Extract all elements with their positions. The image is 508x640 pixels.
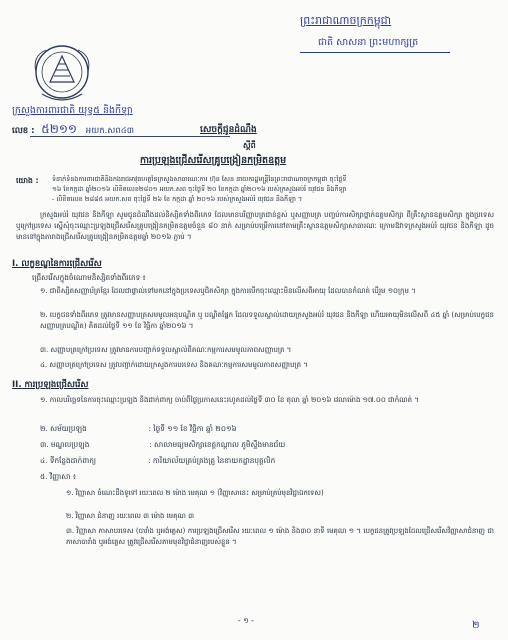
motto-line: ជាតិ សាសនា ព្រះមហាក្សត្រ: [318, 37, 419, 48]
exam-center-row: [40, 440, 285, 451]
item-text: សញ្ញាបត្រក្រៅប្រទេស ត្រូវមានការបញ្ជាក់ទទួលស្គាល់ពីគណៈកម្មការសមមូលភាពសញ្ញាបត្រ ។: [50, 346, 292, 354]
section-2-item-1: ១. កាលបរិច្ឆេទនៃការចុះឈ្មោះប្រឡង និងដាក់ពាក្យ ចាប់ពីថ្ងៃប្រកាសនេះរហូតដល់ថ្ងៃទី ៣០ ខែ តុលា ឆ្នាំ ២០១៦ វេលាម៉ោង ១៧.០០ ជាកំណត់ ។: [40, 396, 419, 404]
subject-item-2: ២. វិញ្ញាសា ជំនាញ រយៈពេល ៣ ម៉ោង មេគុណ ៣: [66, 512, 194, 520]
item-number: ១.: [40, 287, 48, 295]
reference-label: យោង :: [16, 176, 39, 185]
subject-item-1: ១. វិញ្ញាសា ចំណេះដឹងទូទៅ រយៈពេល ២ ម៉ោង មេគុណ ១ (វិញ្ញាសានេះ សម្រាប់គ្រប់មុខវិជ្ជាឯកទេស): [66, 489, 324, 497]
section-1-item-1: [40, 286, 494, 297]
section-1-lead: ជ្រើសរើសក្នុងចំណោមនិស្សិតទាំងពីរភេទ ៖: [32, 273, 146, 282]
row-number: ៤.: [40, 456, 48, 465]
section-1-item-4: [40, 360, 494, 371]
reference-line-3: - លិខិតលេខ ២៨៨៥ អយក.សព ចុះថ្ងៃទី ២៦ ខែ កក្កដា ឆ្នាំ ២០១៦ របស់ក្រសួងអប់រំ យុវជន និងកីឡា ។: [52, 195, 303, 203]
row-label: សម័យប្រឡង: [50, 424, 87, 433]
subject-item-3: ៣. វិញ្ញាសា ភាសាបរទេស (បារាំង ឬអង់គ្លេស) ការប្រឡងជ្រើសរើស រយៈពេល ១ ម៉ោង និង៣០ នាទី មេគុណ ១ ។ បេក្ខជនត្រូវប្រឡងដែលជ្រើសរើសវិញ្ញាសាជំនាញ ជាភាសាបារាំង ឬអង់គ្លេស ត្រូវជ្រើសរើសតាមមុខវិជ្ជាជំនាញរបស់ខ្លួន ។: [66, 527, 494, 547]
ref-suffix: អយក.សព៤៣: [85, 126, 135, 136]
item-text: បេក្ខជនទាំងពីរភេទ ត្រូវមានសញ្ញាបត្រសមមូលអនុបណ្ឌិត ឬ បណ្ឌិតផ្នែក ដែលទទួលស្គាល់ដោយក្រសួងអប់រំ យុវជន និងកីឡា ហើយអាយុមិនលើសពី ៤៥ ឆ្នាំ (សម្រាប់បេក្ខជនសញ្ញាបត្របណ្ឌិត) គិតដល់ថ្ងៃទី ១១ ខែ វិច្ឆិកា ឆ្នាំ២០១៦ ។: [40, 311, 494, 331]
intro-paragraph: ក្រសួងអប់រំ យុវជន និងកីឡា សូមជូនដំណឹងដល់និស្សិតទាំងពីរភេទ ដែលមានបរិញ្ញាបត្រជាន់ខ្ពស់ ឬសញ្ញាបត្រ បញ្ចប់ការសិក្សាថ្នាក់ឧត្តមសិក្សា ពីគ្រឹះស្ថានឧត្តមសិក្សា ក្នុងប្រទេស ឬក្រៅប្រទេស ស្នើសុំចុះឈ្មោះប្រឡងជ្រើសរើសគ្រូបង្រៀនកម្រិតឧត្តមចំនួន ៨០ នាក់ សម្រាប់បម្រើការនៅតាមគ្រឹះស្ថានឧត្តមសិក្សាសាធារណៈ ក្រោមឱវាទក្រសួងអប់រំ យុវជន និងកីឡា ដូចមាននៅក្នុងតារាងជ្រើសរើសគ្រូបង្រៀនកម្រិតឧត្តមឆ្នាំ ២០១៦ ភ្ជាប់ ។: [16, 211, 494, 241]
row-number: ២.: [40, 424, 48, 433]
notice-title: សេចក្តីជូនដំណឹង: [200, 125, 257, 135]
row-number: ៥.: [40, 472, 48, 481]
section-1-heading: I. លក្ខខណ្ឌនៃការជ្រើសរើស: [12, 259, 102, 269]
item-number: ៤.: [40, 361, 48, 369]
reference-line-1: ទំនាក់ទំនងការពារជាតិនិងកងរាជអាវុធហត្ថនៃក្រសួងសាធារណៈការ ហ៊ុន សែន នាយករដ្ឋមន្ត្រីនៃព្រះរាជាណាចក្រកម្ពុជា ចុះថ្ងៃទី: [52, 175, 347, 183]
ministry-name: ក្រសួងការពារជាតិ យុទ្ធ៥ និងកីឡា: [12, 105, 133, 116]
motto-underline: [300, 52, 450, 53]
item-text: ជាពិស្សិតសញ្ញាប័ត្រខ្មែរ ដែលជាផ្ទាល់ទៅមកនៅក្នុងប្រទេសឬជិតសិក្សា ក្នុងការបើកចុះឈ្មោះមិនលើសពីអាយុ ដែលបានកំណត់ បើរួម ១០ក្រុម ។: [49, 287, 416, 295]
notice-subject: ការប្រឡងជ្រើសរើសគ្រូបង្រៀនកម្រិតឧត្តម: [140, 155, 287, 166]
corner-mark: ២: [472, 620, 480, 631]
item-number: ២.: [40, 311, 48, 319]
row-label: ទីកន្លែងដាក់ពាក្យ: [49, 456, 97, 465]
row-number: ៣.: [40, 440, 49, 449]
ministry-emblem: [28, 42, 96, 106]
kingdom-line: ព្រះរាជាណាចក្រកម្ពុជា: [300, 14, 392, 27]
row-value: : សាលាមធ្យមសិក្សាខេត្តកណ្តាល ភូមិស្ទឹងមានជ័យ: [149, 440, 286, 449]
row-label: វិញ្ញាសា ៖: [49, 472, 77, 481]
row-value: : ការិយាល័យគ្រប់គ្រងគ្រូ នៃនាយកដ្ឋានបុគ្គលិក: [148, 456, 276, 465]
subjects-row: [40, 472, 76, 483]
page-number: - ១ -: [238, 616, 254, 625]
section-1-item-2: [40, 310, 494, 332]
row-label: មណ្ឌលប្រឡង: [50, 440, 90, 449]
reference-line-2: ១៦ ខែកក្កដា ឆ្នាំ២០១៦ លិខិតលេខ២៨០១ អយក.សព ចុះថ្ងៃទី ២០ ខែកក្កដា ឆ្នាំ២០១៦ របស់ក្រសួងអប់រំ យុវជន និងកីឡា: [52, 185, 347, 193]
application-place-row: [40, 456, 275, 467]
row-value: : ថ្ងៃទី ១១ ខែ វិច្ឆិកា ឆ្នាំ ២០១៦: [148, 424, 237, 433]
emblem-icon: [28, 42, 96, 106]
item-number: ៣.: [40, 346, 49, 354]
section-1-item-3: [40, 345, 494, 356]
exam-date-row: [40, 424, 237, 435]
section-2-heading: II. ការប្រឡងជ្រើសរើស: [12, 380, 89, 390]
ref-number: ៥២១១: [41, 122, 77, 136]
notice-about: ស្តីពី: [243, 141, 256, 150]
ref-prefix: លេខ :: [12, 126, 35, 136]
item-text: សញ្ញាបត្រក្រៅប្រទេស ត្រូវបញ្ជាក់ដោយក្រសួងការបរទេស និងគណៈកម្មការសមមូលភាពសញ្ញាបត្រ ។: [49, 361, 308, 369]
